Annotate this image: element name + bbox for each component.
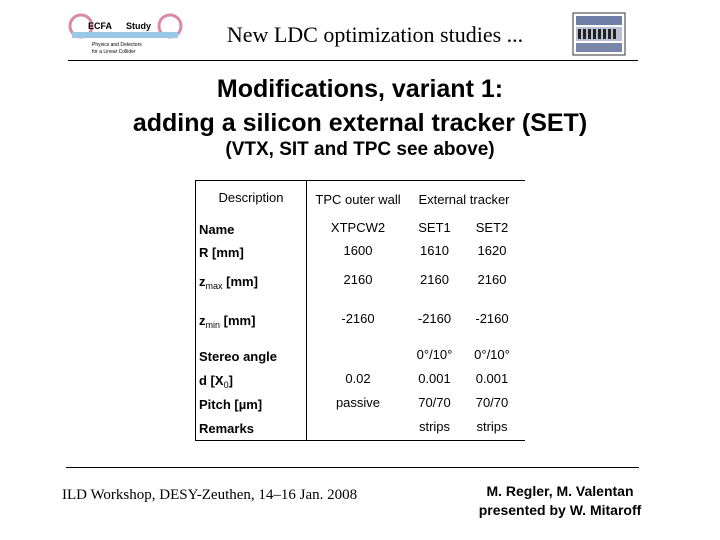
ecfa-logo-text: ECFA [88, 21, 113, 31]
ecfa-study-logo [66, 12, 184, 56]
slide-title-line-2: adding a silicon external tracker (SET) [132, 109, 588, 137]
study-logo-text: Study [126, 21, 152, 31]
row-label-thickness-symbol: d [X [199, 373, 224, 388]
table-border-bottom [195, 440, 525, 441]
table-header-tpc-outer-wall: TPC outer wall [315, 192, 401, 207]
row-label-zmax-subscript: max [205, 281, 223, 291]
row-label-remarks: Remarks [199, 421, 254, 436]
table-cell: 0.02 [345, 371, 371, 386]
logo-tagline-2: for a Linear Collider [92, 49, 136, 55]
table-cell: 2160 [420, 272, 449, 287]
table-cell: 0°/10° [474, 347, 510, 362]
header-title: New LDC optimization studies ... [226, 22, 524, 47]
row-label-thickness [199, 373, 233, 390]
table-cell: 1600 [343, 243, 373, 258]
footer-divider [66, 467, 639, 468]
row-label-zmax-unit: [mm] [222, 274, 258, 289]
table-cell: 0°/10° [416, 347, 453, 362]
row-label-radius: R [mm] [199, 245, 244, 260]
table-cell: -2160 [417, 311, 452, 326]
desy-logo-image [572, 12, 626, 56]
footer-authors [450, 482, 670, 520]
table-cell: XTPCW2 [330, 220, 386, 235]
table-cell: 0.001 [475, 371, 509, 386]
table-border-left [195, 180, 196, 440]
row-label-zmin-subscript: min [205, 320, 221, 330]
row-label-pitch: Pitch [µm] [199, 397, 263, 412]
table-cell: 2160 [477, 272, 507, 287]
slide-title [0, 72, 720, 140]
slide-subtitle: (VTX, SIT and TPC see above) [225, 139, 495, 160]
footer-event: ILD Workshop, DESY-Zeuthen, 14–16 Jan. 2008 [62, 487, 358, 503]
row-label-zmax [199, 274, 258, 291]
table-cell: 1620 [477, 243, 507, 258]
table-cell: strips [418, 419, 451, 434]
row-label-zmax-symbol: z [199, 274, 206, 289]
row-label-zmin-unit: [mm] [220, 313, 256, 328]
table-cell: 70/70 [418, 395, 451, 410]
table-cell: 2160 [343, 272, 373, 287]
table-border-top [195, 180, 525, 181]
row-label-thickness-bracket: ] [228, 373, 233, 388]
table-cell: -2160 [475, 311, 509, 326]
row-label-zmin-symbol: z [199, 313, 206, 328]
table-header-description: Description [218, 190, 284, 205]
logo-tagline-1: Physics and Detectors [92, 42, 142, 48]
table-cell: SET2 [475, 220, 509, 235]
row-label-zmin [199, 313, 255, 330]
footer-authors-line-1: M. Regler, M. Valentan [486, 483, 634, 499]
footer-authors-line-2: presented by W. Mitaroff [478, 502, 642, 518]
table-header-external-tracker: External tracker [418, 192, 510, 207]
table-cell: 70/70 [475, 395, 509, 410]
table-cell: 0.001 [418, 371, 451, 386]
table-cell: strips [476, 419, 508, 434]
table-cell: SET1 [418, 220, 451, 235]
table-cell: 1610 [420, 243, 449, 258]
row-label-stereo-angle: Stereo angle [199, 349, 278, 364]
table-cell: passive [335, 395, 381, 410]
table-cell: -2160 [341, 311, 375, 326]
header-divider [68, 60, 638, 61]
slide-title-line-1: Modifications, variant 1: [216, 75, 504, 103]
row-label-thickness-subscript: 0 [223, 380, 229, 390]
row-label-name: Name [199, 222, 235, 237]
